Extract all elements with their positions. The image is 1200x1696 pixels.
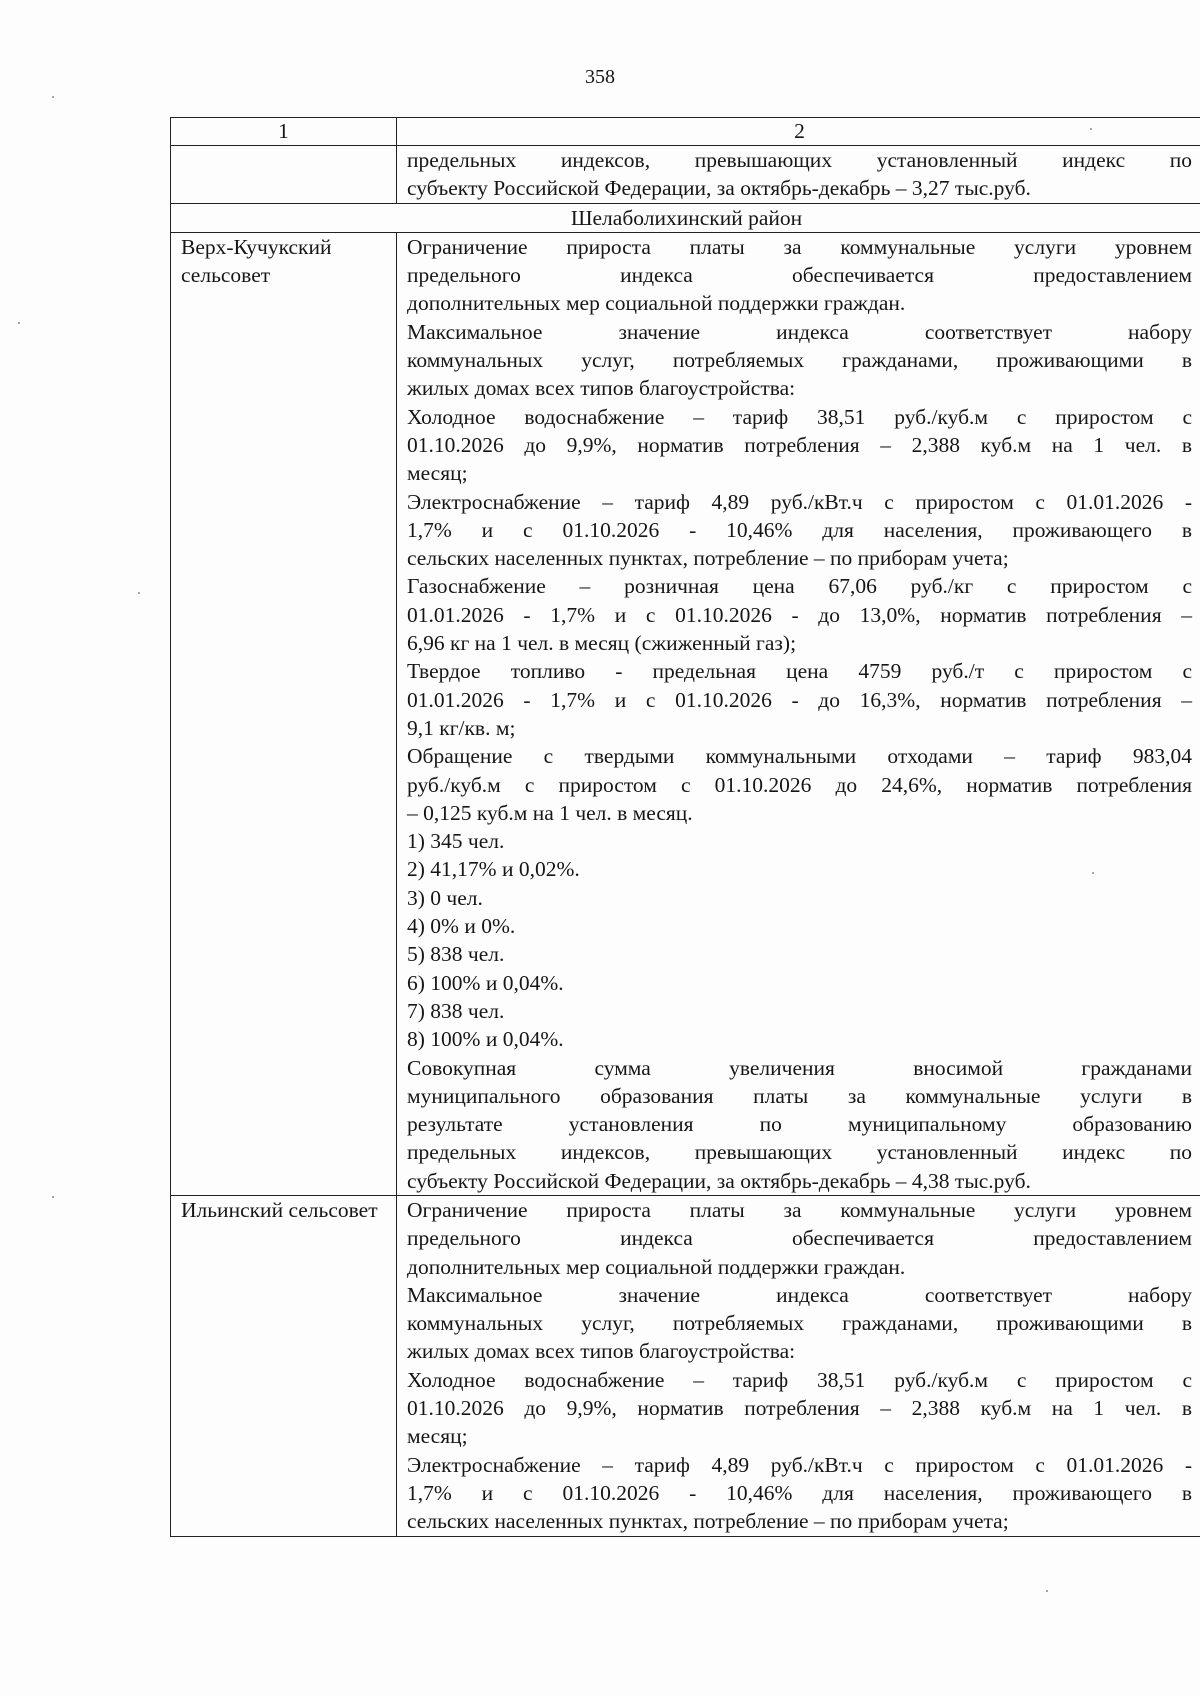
continuation-row bbox=[171, 146, 1200, 204]
scan-speck bbox=[1092, 872, 1094, 874]
text-line: Электроснабжение – тариф 4,89 руб./кВт.ч с приростом с 01.01.2026 - bbox=[407, 489, 1192, 514]
text-line: – 0,125 куб.м на 1 чел. в месяц. bbox=[407, 800, 693, 825]
text-line: 01.01.2026 - 1,7% и с 01.10.2026 - до 16,3%, норматив потребления – bbox=[407, 687, 1192, 712]
text-line: Ограничение прироста платы за коммунальные услуги уровнем bbox=[407, 234, 1192, 259]
text-line: дополнительных мер социальной поддержки граждан. bbox=[407, 1254, 906, 1279]
text-line: Твердое топливо - предельная цена 4759 руб./т с приростом с bbox=[407, 659, 1192, 684]
table-row bbox=[171, 1195, 1200, 1536]
text-line: 1,7% и с 01.10.2026 - 10,46% для населения, проживающего в bbox=[407, 517, 1192, 542]
text-line: 2) 41,17% и 0,02%. bbox=[407, 857, 580, 882]
text-line: 9,1 кг/кв. м; bbox=[407, 715, 516, 740]
text-line: 4) 0% и 0%. bbox=[407, 914, 516, 939]
scan-speck bbox=[138, 592, 140, 594]
text-line: 01.01.2026 - 1,7% и с 01.10.2026 - до 13,0%, норматив потребления – bbox=[407, 602, 1192, 627]
column-number-2: 2 bbox=[397, 118, 1200, 146]
scan-speck bbox=[18, 322, 20, 324]
text-line: Ограничение прироста платы за коммунальные услуги уровнем bbox=[407, 1197, 1192, 1222]
continuation-place-cell bbox=[171, 146, 397, 204]
text-line: сельских населенных пунктах, потребление – по приборам учета; bbox=[407, 1509, 1009, 1534]
scan-speck bbox=[52, 96, 54, 98]
scan-speck bbox=[1046, 1590, 1048, 1592]
page-number: 358 bbox=[585, 66, 615, 88]
text-line: Холодное водоснабжение – тариф 38,51 руб./куб.м с приростом с bbox=[407, 404, 1192, 429]
text-line: субъекту Российской Федерации, за октябрь-декабрь – 4,38 тыс.руб. bbox=[407, 1168, 1031, 1193]
settlement-name: Верх-Кучукский сельсовет bbox=[171, 232, 397, 1195]
settlement-name: Ильинский сельсовет bbox=[171, 1195, 397, 1536]
text-line: дополнительных мер социальной поддержки граждан. bbox=[407, 291, 906, 316]
document-table bbox=[170, 117, 1200, 1537]
scan-speck bbox=[1090, 128, 1092, 130]
text-line: коммунальных услуг, потребляемых гражданами, проживающими в bbox=[407, 348, 1192, 373]
text-line: Максимальное значение индекса соответствует набору bbox=[407, 319, 1192, 344]
text-line: предельного индекса обеспечивается предоставлением bbox=[407, 1226, 1192, 1251]
text-line: 1) 345 чел. bbox=[407, 829, 505, 854]
text-line: руб./куб.м с приростом с 01.10.2026 до 24,6%, норматив потребления bbox=[407, 772, 1192, 797]
text-line: Холодное водоснабжение – тариф 38,51 руб./куб.м с приростом с bbox=[407, 1367, 1192, 1392]
settlement-measures bbox=[397, 1195, 1200, 1536]
text-line: 6,96 кг на 1 чел. в месяц (сжиженный газ); bbox=[407, 631, 797, 656]
text-line: 01.10.2026 до 9,9%, норматив потребления – 2,388 куб.м на 1 чел. в bbox=[407, 432, 1192, 457]
table-row bbox=[171, 232, 1200, 1195]
settlement-measures bbox=[397, 232, 1200, 1195]
text-line: Совокупная сумма увеличения вносимой гражданами bbox=[407, 1055, 1192, 1080]
text-line: предельных индексов, превышающих установленный индекс по bbox=[407, 148, 1192, 172]
text-line: Обращение с твердыми коммунальными отходами – тариф 983,04 bbox=[407, 744, 1192, 769]
text-line: месяц; bbox=[407, 461, 468, 486]
text-line: 1,7% и с 01.10.2026 - 10,46% для населения, проживающего в bbox=[407, 1480, 1192, 1505]
text-line: 5) 838 чел. bbox=[407, 942, 505, 967]
scan-speck bbox=[52, 1196, 54, 1198]
column-number-1: 1 bbox=[171, 118, 397, 146]
text-line: Максимальное значение индекса соответствует набору bbox=[407, 1282, 1192, 1307]
column-number-row bbox=[171, 118, 1200, 146]
text-line: предельного индекса обеспечивается предоставлением bbox=[407, 263, 1192, 288]
text-line: сельских населенных пунктах, потребление – по приборам учета; bbox=[407, 546, 1009, 571]
text-line: 8) 100% и 0,04%. bbox=[407, 1027, 564, 1052]
text-line: субъекту Российской Федерации, за октябрь-декабрь – 3,27 тыс.руб. bbox=[407, 176, 1031, 201]
text-line: жилых домах всех типов благоустройства: bbox=[407, 1339, 796, 1364]
text-line: месяц; bbox=[407, 1424, 468, 1449]
text-line: 01.10.2026 до 9,9%, норматив потребления – 2,388 куб.м на 1 чел. в bbox=[407, 1396, 1192, 1421]
district-heading: Шелаболихинский район bbox=[171, 203, 1200, 232]
text-line: 7) 838 чел. bbox=[407, 998, 505, 1023]
text-line: результате установления по муниципальному образованию bbox=[407, 1112, 1192, 1137]
text-line: муниципального образования платы за коммунальные услуги в bbox=[407, 1083, 1192, 1108]
text-line: жилых домах всех типов благоустройства: bbox=[407, 376, 796, 401]
continuation-text-cell bbox=[397, 146, 1200, 204]
text-line: Газоснабжение – розничная цена 67,06 руб./кг с приростом с bbox=[407, 574, 1192, 599]
text-line: 3) 0 чел. bbox=[407, 885, 483, 910]
text-line: 6) 100% и 0,04%. bbox=[407, 970, 564, 995]
text-line: коммунальных услуг, потребляемых гражданами, проживающими в bbox=[407, 1311, 1192, 1336]
text-line: предельных индексов, превышающих установленный индекс по bbox=[407, 1140, 1192, 1165]
text-line: Электроснабжение – тариф 4,89 руб./кВт.ч с приростом с 01.01.2026 - bbox=[407, 1452, 1192, 1477]
district-row bbox=[171, 203, 1200, 232]
